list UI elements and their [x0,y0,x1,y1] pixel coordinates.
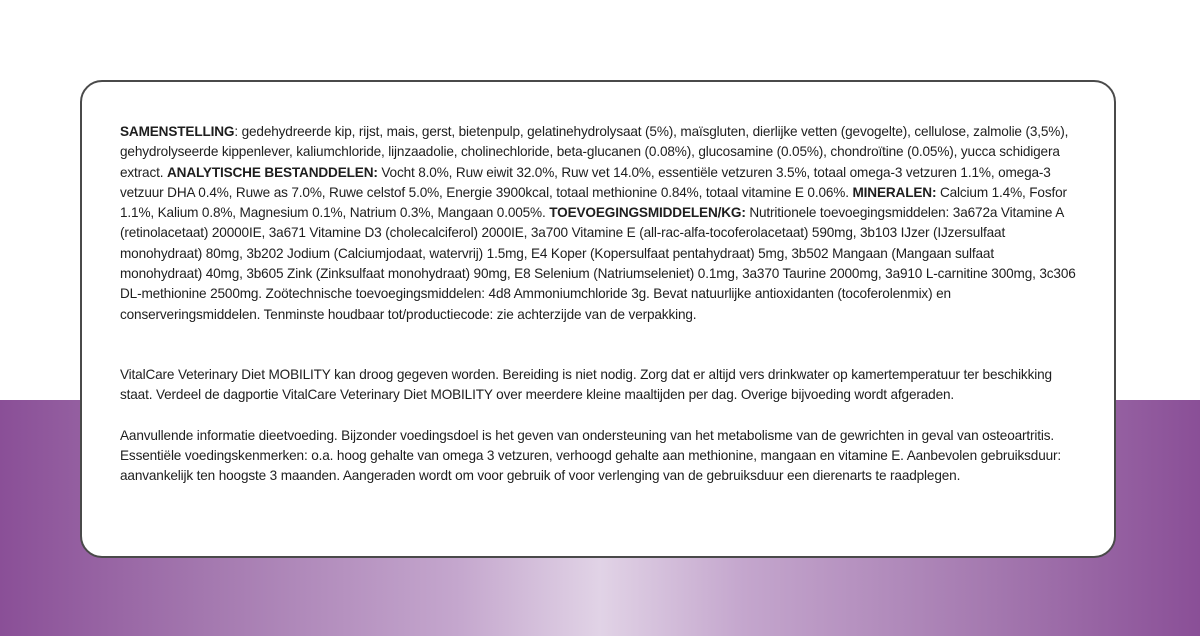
composition-paragraph [120,122,1076,325]
dietary-info-paragraph: Aanvullende informatie dieetvoeding. Bijzonder voedingsdoel is het geven van ondersteuning van het metabolisme van de gewrichten in geval van osteoartritis. Essentiële voedingskenmerken: o.a. hoog gehalte van omega 3 vetzuren, verhoogd gehalte aan methionine, mangaan en vitamine E. Aanbevolen gebruiksduur: aanvankelijk ten hoogste 3 maanden. Aangeraden wordt om voor gebruik of voor verlenging van de gebruiksduur een dierenarts te raadplegen. [120,427,1062,484]
toevoegingsmiddelen-text: Nutritionele toevoegingsmiddelen: 3a672a Vitamine A (retinolacetaat) 20000IE, 3a671 Vitamine D3 (cholecalciferol) 2000IE, 3a700 Vitamine E (all-rac-alfa-tocoferolacetaat) 590mg, 3b103 IJzer (IJzersulfaat monohydraat) 80mg, 3b202 Jodium (Calciumjodaat, watervrij) 1.5mg, E4 Koper (Kopersulfaat pentahydraat) 5mg, 3b502 Mangaan (Mangaan sulfaat monohydraat) 40mg, 3b605 Zink (Zinksulfaat monohydraat) 90mg, E8 Selenium (Natriumseleniet) 0.1mg, 3a370 Taurine 2000mg, 3a910 L-carnitine 300mg, 3c306 DL-methionine 2500mg. Zoötechnische toevoegingsmiddelen: 4d8 Ammoniumchloride 3g. Bevat natuurlijke antioxidanten (tocoferolenmix) en conserveringsmiddelen. Tenminste houdbaar tot/productiecode: zie achterzijde van de verpakking. [120,205,1076,322]
analytische-bestanddelen-text: Vocht 8.0%, Ruw eiwit 32.0%, Ruw vet 14.0%, essentiële vetzuren 3.5%, totaal omega-3 vetzuren 1.1%, omega-3 vetzuur DHA 0.4%, Ruwe as 7.0%, Ruwe celstof 5.0%, Energie 3900kcal, totaal methionine 0.84%, totaal vitamine E 0.06%. [120,164,1051,200]
feeding-instructions-paragraph: VitalCare Veterinary Diet MOBILITY kan droog gegeven worden. Bereiding is niet nodig. Zorg dat er altijd vers drinkwater op kamertemperatuur ter beschikking staat. Verdeel de dagportie VitalCare Veterinary Diet MOBILITY over meerdere kleine maaltijden per dag. Overige bijvoeding wordt afgeraden. [120,366,1052,403]
label-text-card [80,80,1116,558]
samenstelling-text: : gedehydreerde kip, rijst, mais, gerst, bietenpulp, gelatinehydrolysaat (5%), maïsgluten, dierlijke vetten (gevogelte), cellulose, zalmolie (3,5%), gehydrolyseerde kippenlever, kaliumchloride, lijnzaadolie, cholinechloride, beta-glucanen (0.08%), glucosamine (0.05%), chondroïtine (0.05%), yucca schidigera extract. [120,124,1069,180]
mineralen-heading: MINERALEN: [852,184,937,200]
analytische-bestanddelen-heading: ANALYTISCHE BESTANDDELEN: [167,164,378,180]
samenstelling-heading: SAMENSTELLING [120,124,235,139]
toevoegingsmiddelen-heading: TOEVOEGINGSMIDDELEN/KG: [549,205,746,221]
mineralen-text: Calcium 1.4%, Fosfor 1.1%, Kalium 0.8%, Magnesium 0.1%, Natrium 0.3%, Mangaan 0.005%. [120,184,1067,221]
